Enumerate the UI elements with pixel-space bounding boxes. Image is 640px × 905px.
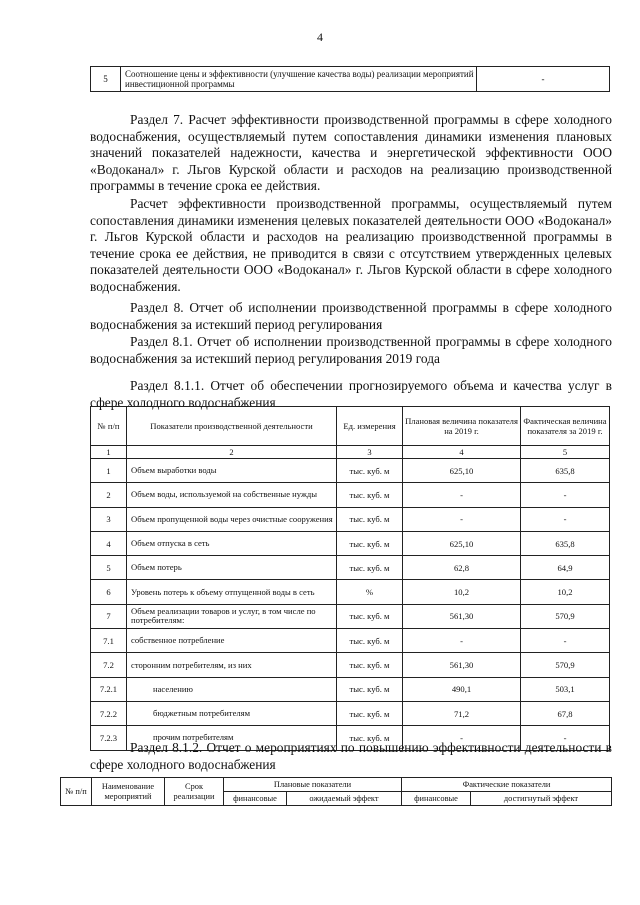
- row-unit: тыс. куб. м: [337, 726, 403, 750]
- header-plan-financial: финансовые: [224, 792, 287, 806]
- measures-table: [60, 777, 612, 806]
- row-unit: тыс. куб. м: [337, 677, 403, 701]
- header-fact: Фактические показатели: [402, 778, 612, 792]
- table-row: [91, 580, 610, 604]
- row-unit: тыс. куб. м: [337, 531, 403, 555]
- row-fact: 570,9: [521, 653, 610, 677]
- row-fact: 635,8: [521, 531, 610, 555]
- row-num: 7.2.1: [91, 677, 127, 701]
- row-fact: 67,8: [521, 701, 610, 725]
- section-8-1-heading: Раздел 8.1. Отчет об исполнении производственной программы в сфере холодного водоснабжения за истекший период регулирования 2019 года: [90, 334, 612, 366]
- row-indicator: прочим потребителям: [127, 726, 337, 750]
- table-header-row: [91, 407, 610, 446]
- row-fact: -: [521, 629, 610, 653]
- row-indicator: Объем выработки воды: [127, 459, 337, 483]
- header-fact-effect: достигнутый эффект: [471, 792, 612, 806]
- table-row: [91, 67, 610, 92]
- row-unit: тыс. куб. м: [337, 483, 403, 507]
- header-unit: Ед. измерения: [337, 407, 403, 446]
- row-plan: -: [403, 507, 521, 531]
- row-plan: -: [403, 726, 521, 750]
- table-row: [91, 629, 610, 653]
- row-indicator: собственное потребление: [127, 629, 337, 653]
- header-plan: Плановые показатели: [224, 778, 402, 792]
- col-num-1: 1: [91, 446, 127, 459]
- page-number: 4: [317, 30, 323, 44]
- row-unit: тыс. куб. м: [337, 556, 403, 580]
- row-fact: 10,2: [521, 580, 610, 604]
- row-indicator: Объем воды, используемой на собственные нужды: [127, 483, 337, 507]
- row-unit: %: [337, 580, 403, 604]
- header-term: Срок реализации: [165, 778, 224, 806]
- column-number-row: [91, 446, 610, 459]
- row-indicator: Объем пропущенной воды через очистные сооружения: [127, 507, 337, 531]
- table-row: [91, 531, 610, 555]
- row-unit: тыс. куб. м: [337, 701, 403, 725]
- row-fact: -: [521, 483, 610, 507]
- row-indicator: Объем отпуска в сеть: [127, 531, 337, 555]
- section-8-1-1-heading: Раздел 8.1.1. Отчет об обеспечении прогнозируемого объема и качества услуг в сфере холодного водоснабжения: [90, 378, 612, 410]
- row-fact: 64,9: [521, 556, 610, 580]
- header-plan: Плановая величина показателя на 2019 г.: [403, 407, 521, 446]
- row-value: -: [477, 67, 610, 92]
- table-row: [91, 701, 610, 725]
- row-plan: 71,2: [403, 701, 521, 725]
- header-name: Наименование мероприятий: [92, 778, 165, 806]
- row-text: Соотношение цены и эффективности (улучшение качества воды) реализации мероприятий инвестиционной программы: [121, 67, 477, 92]
- table-row: [91, 677, 610, 701]
- row-num: 7: [91, 604, 127, 628]
- table-row: [91, 556, 610, 580]
- header-fact: Фактическая величина показателя за 2019 г.: [521, 407, 610, 446]
- row-num: 4: [91, 531, 127, 555]
- table-row: [91, 507, 610, 531]
- table-row: [91, 653, 610, 677]
- row-plan: 561,30: [403, 604, 521, 628]
- row-plan: 561,30: [403, 653, 521, 677]
- section-8-heading: Раздел 8. Отчет об исполнении производственной программы в сфере холодного водоснабжения за истекший период регулирования: [90, 300, 612, 332]
- row-indicator: сторонним потребителям, из них: [127, 653, 337, 677]
- row-unit: тыс. куб. м: [337, 653, 403, 677]
- table-row: [91, 604, 610, 628]
- table-header-row: [61, 778, 612, 792]
- section-7-paragraph-2: Расчет эффективности производственной программы, осуществляемый путем сопоставления динамики изменения целевых показателей деятельности ООО «Водоканал» г. Льгов Курской области и расходов на реализацию производственной программы в течение срока ее действия, не приводится в связи с отсутствием утвержденных целевых показателей деятельности ООО «Водоканал» г. Льгов Курской области в сфере холодного водоснабжения.: [90, 196, 612, 294]
- row-num: 1: [91, 459, 127, 483]
- row-unit: тыс. куб. м: [337, 459, 403, 483]
- row-indicator: Уровень потерь к объему отпущенной воды в сеть: [127, 580, 337, 604]
- row-fact: -: [521, 507, 610, 531]
- row-number: 5: [91, 67, 121, 92]
- row-plan: 625,10: [403, 459, 521, 483]
- header-indicator: Показатели производственной деятельности: [127, 407, 337, 446]
- row-plan: -: [403, 629, 521, 653]
- header-fact-financial: финансовые: [402, 792, 471, 806]
- row-num: 7.1: [91, 629, 127, 653]
- row-plan: 62,8: [403, 556, 521, 580]
- row-plan: 625,10: [403, 531, 521, 555]
- row-num: 5: [91, 556, 127, 580]
- row-num: 3: [91, 507, 127, 531]
- row-unit: тыс. куб. м: [337, 604, 403, 628]
- row-fact: -: [521, 726, 610, 750]
- row-plan: 490,1: [403, 677, 521, 701]
- col-num-3: 3: [337, 446, 403, 459]
- row-unit: тыс. куб. м: [337, 507, 403, 531]
- row-num: 7.2.2: [91, 701, 127, 725]
- header-num: № п/п: [91, 407, 127, 446]
- row-fact: 503,1: [521, 677, 610, 701]
- row-unit: тыс. куб. м: [337, 629, 403, 653]
- table-row: [91, 483, 610, 507]
- header-num: № п/п: [61, 778, 92, 806]
- top-table: [90, 66, 610, 92]
- row-num: 7.2: [91, 653, 127, 677]
- row-fact: 635,8: [521, 459, 610, 483]
- row-num: 6: [91, 580, 127, 604]
- table-row: [91, 459, 610, 483]
- row-indicator: бюджетным потребителям: [127, 701, 337, 725]
- col-num-4: 4: [403, 446, 521, 459]
- section-7-paragraph-1: Раздел 7. Расчет эффективности производственной программы в сфере холодного водоснабжения, осуществляемый путем сопоставления динамики изменения плановых значений показателей надежности, качества и энергетической эффективности ООО «Водоканал» г. Льгов Курской области и расходов на реализацию производственной программы в течение срока ее действия.: [90, 112, 612, 193]
- row-indicator: Объем потерь: [127, 556, 337, 580]
- section-8-1-2-heading: Раздел 8.1.2. Отчет о мероприятиях по повышению эффективности деятельности в сфере холодного водоснабжения: [90, 740, 612, 772]
- row-plan: -: [403, 483, 521, 507]
- header-plan-effect: ожидаемый эффект: [287, 792, 402, 806]
- row-plan: 10,2: [403, 580, 521, 604]
- row-fact: 570,9: [521, 604, 610, 628]
- col-num-5: 5: [521, 446, 610, 459]
- production-indicators-table: [90, 406, 610, 751]
- row-indicator: Объем реализации товаров и услуг, в том числе по потребителям:: [127, 604, 337, 628]
- row-num: 7.2.3: [91, 726, 127, 750]
- col-num-2: 2: [127, 446, 337, 459]
- row-indicator: населению: [127, 677, 337, 701]
- row-num: 2: [91, 483, 127, 507]
